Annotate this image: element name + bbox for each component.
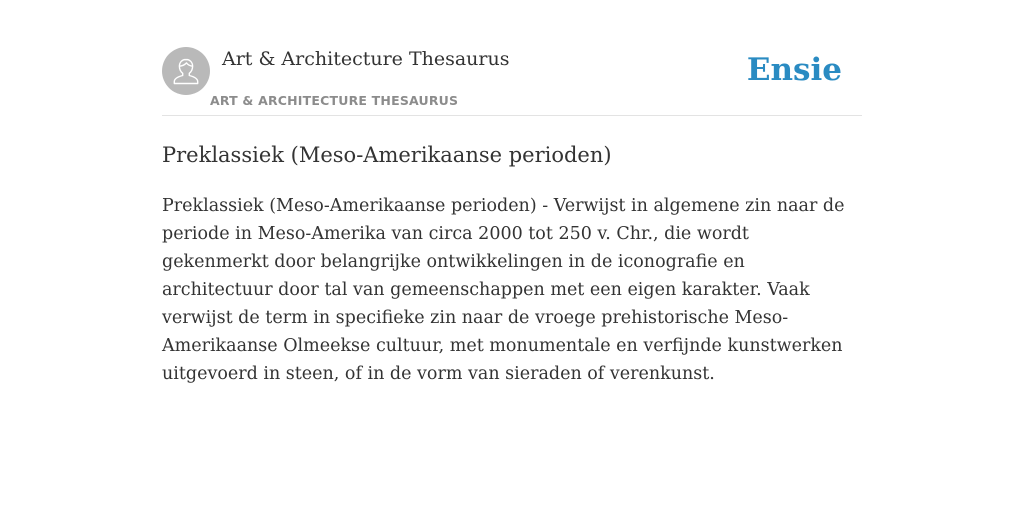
user-silhouette-icon [162, 47, 210, 95]
entry-body: Preklassiek (Meso-Amerikaanse perioden) - Verwijst in algemene zin naar de periode in Meso-Amerika van circa 2000 tot 250 v. Chr., die wordt gekenmerkt door belangrijke ontwikkelingen in de iconografie en architectuur door tal van gemeenschappen met een eigen karakter. Vaak verwijst de term in specifieke zin naar de vroege prehistorische Meso-Amerikaanse Olmeekse cultuur, met monumentale en verfijnde kunstwerken uitgevoerd in steen, of in de vorm van sieraden of verenkunst. [162, 196, 845, 384]
entry-header [162, 46, 862, 116]
source-tag: ART & ARCHITECTURE THESAURUS [210, 93, 459, 108]
entry-card [162, 46, 862, 388]
avatar[interactable] [162, 47, 210, 95]
brand-logo[interactable]: Ensie [746, 52, 842, 88]
source-title-link[interactable]: Art & Architecture Thesaurus [222, 48, 510, 70]
entry-title: Preklassiek (Meso-Amerikaanse perioden) [162, 143, 612, 167]
